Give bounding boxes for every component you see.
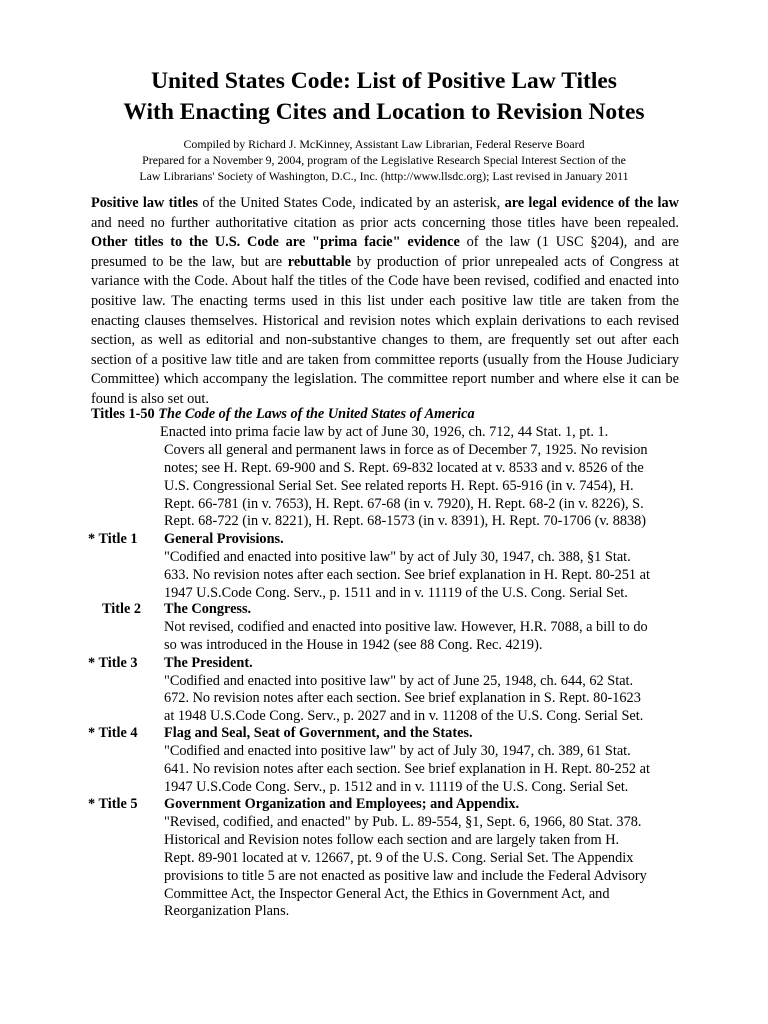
titles-1-50-line-5: Rept. 66-781 (in v. 7653), H. Rept. 67-68 (in v. 7920), H. Rept. 68-2 (in v. 8226), S.: [164, 496, 644, 512]
intro-bold-2: are legal evidence of the law: [504, 195, 679, 211]
titles-1-50-line-1: Enacted into prima facie law by act of June 30, 1926, ch. 712, 44 Stat. 1, pt. 1.: [160, 424, 609, 440]
intro-bold-3: Other titles to the U.S. Code are "prima facie" evidence: [91, 234, 460, 251]
title-1-name: General Provisions.: [164, 531, 284, 547]
title-5-label: * Title 5: [88, 796, 138, 812]
title-3-line-2: 672. No revision notes after each section. See brief explanation in S. Rept. 80-1623: [164, 690, 641, 706]
prepared-for-line: Prepared for a November 9, 2004, program of the Legislative Research Special Interest Section of the: [142, 153, 626, 167]
intro-bold-1: Positive law titles: [91, 195, 199, 211]
document-title-line-2: With Enacting Cites and Location to Revision Notes: [123, 99, 645, 125]
titles-1-50-line-2: Covers all general and permanent laws in force as of December 7, 1925. No revision: [164, 442, 648, 458]
title-5-name: Government Organization and Employees; and Appendix.: [164, 796, 520, 812]
title-1-line-3: 1947 U.S.Code Cong. Serv., p. 1511 and in v. 11119 of the U.S. Cong. Serial Set.: [164, 585, 628, 601]
document-title-line-1: United States Code: List of Positive Law Titles: [151, 68, 617, 94]
title-5-line-5: Committee Act, the Inspector General Act, the Ethics in Government Act, and: [164, 886, 610, 902]
compiled-by-line: Compiled by Richard J. McKinney, Assistant Law Librarian, Federal Reserve Board: [183, 137, 585, 151]
title-4-name: Flag and Seal, Seat of Government, and the States.: [164, 725, 473, 741]
title-2-name: The Congress.: [164, 601, 252, 617]
intro-text-1: of the United States Code, indicated by an asterisk,: [198, 195, 505, 211]
title-5-line-2: Historical and Revision notes follow each section and are largely taken from H.: [164, 832, 620, 848]
title-4-line-2: 641. No revision notes after each section. See brief explanation in H. Rept. 80-252 at: [164, 761, 650, 777]
titles-1-50-line-6: Rept. 68-722 (in v. 8221), H. Rept. 68-1573 (in v. 8391), H. Rept. 70-1706 (v. 8838): [164, 513, 647, 529]
title-1-line-1: "Codified and enacted into positive law" by act of July 30, 1947, ch. 388, §1 Stat.: [164, 549, 631, 565]
title-1-line-2: 633. No revision notes after each section. See brief explanation in H. Rept. 80-251 at: [164, 567, 650, 583]
intro-text-3: of the law (1 USC §204), and are presumed to be the law, but are: [91, 234, 680, 270]
society-line: Law Librarians' Society of Washington, D.C., Inc. (http://www.llsdc.org); Last revised in January 2011: [139, 169, 629, 183]
titles-range-name: The Code of the Laws of the United States of America: [158, 406, 475, 422]
title-2-line-2: so was introduced in the House in 1942 (see 88 Cong. Rec. 4219).: [164, 637, 543, 653]
title-2-label: Title 2: [102, 601, 142, 617]
title-5-line-3: Rept. 89-901 located at v. 12667, pt. 9 of the U.S. Cong. Serial Set. The Appendix: [164, 850, 634, 866]
title-2-line-1: Not revised, codified and enacted into positive law. However, H.R. 7088, a bill to do: [164, 619, 648, 635]
title-5-line-4: provisions to title 5 are not enacted as positive law and include the Federal Advisory: [164, 868, 647, 884]
intro-paragraph: [91, 194, 679, 410]
title-4-line-1: "Codified and enacted into positive law" by act of July 30, 1947, ch. 389, 61 Stat.: [164, 743, 631, 759]
title-3-label: * Title 3: [88, 655, 138, 671]
titles-range-label: Titles 1-50: [91, 406, 155, 422]
title-5-line-1: "Revised, codified, and enacted" by Pub. L. 89-554, §1, Sept. 6, 1966, 80 Stat. 378.: [164, 814, 642, 830]
title-4-label: * Title 4: [88, 725, 138, 741]
intro-text-4: by production of prior unrepealed acts of Congress at variance with the Code. About half the titles of the Code have been revised, codified and enacted into positive law. The enacting terms used in this list under each positive law title are taken from the enacting clauses themselves. Historical and revision notes which explain derivations to each revised section, as well as editorial and non-substantive changes to them, are frequently set out after each section of a positive law title and are taken from committee reports (usually from the House Judiciary Committee) which accompany the legislation. The committee report number and where else it can be found is also set out.: [91, 253, 679, 407]
title-1-label: * Title 1: [88, 531, 138, 547]
titles-section-heading: [91, 405, 475, 424]
title-3-line-3: at 1948 U.S.Code Cong. Serv., p. 2027 and in v. 11208 of the U.S. Cong. Serial Set.: [164, 708, 644, 724]
titles-1-50-line-3: notes; see H. Rept. 69-900 and S. Rept. 69-832 located at v. 8533 and v. 8526 of the: [164, 460, 644, 476]
title-3-line-1: "Codified and enacted into positive law" by act of June 25, 1948, ch. 644, 62 Stat.: [164, 673, 634, 689]
intro-text-2: and need no further authoritative citation as prior acts concerning those titles have been repealed.: [91, 214, 679, 231]
title-4-line-3: 1947 U.S.Code Cong. Serv., p. 1512 and in v. 11119 of the U.S. Cong. Serial Set.: [164, 779, 629, 795]
intro-bold-4: rebuttable: [287, 253, 352, 270]
title-3-name: The President.: [164, 655, 253, 671]
titles-1-50-line-4: U.S. Congressional Serial Set. See related reports H. Rept. 65-916 (in v. 7454), H.: [164, 478, 634, 494]
title-5-line-6: Reorganization Plans.: [164, 903, 290, 919]
